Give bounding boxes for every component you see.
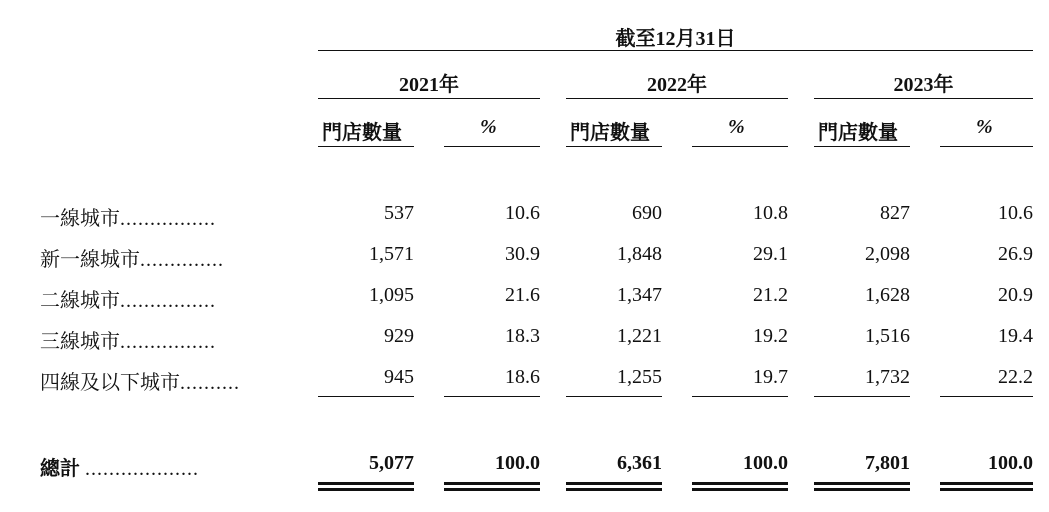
row-label	[40, 202, 216, 231]
col-rule-percent-2021	[444, 146, 540, 147]
row-value: 21.2	[753, 284, 788, 306]
row-label	[40, 284, 216, 313]
row-value: 18.6	[505, 366, 540, 388]
row-label-text: 一線城市	[40, 208, 120, 230]
row-value: 945	[384, 366, 414, 388]
row-value: 18.3	[505, 325, 540, 347]
row-value: 10.6	[998, 202, 1033, 224]
col-rule-percent-2023	[940, 146, 1033, 147]
row-label-text: 二線城市	[40, 290, 120, 312]
leader-dots: ................	[120, 208, 216, 230]
row-value: 2,098	[865, 243, 910, 265]
col-rule-store-2022	[566, 146, 662, 147]
total-value: 6,361	[617, 452, 662, 474]
year-rule-2023	[814, 98, 1033, 99]
row-value: 10.8	[753, 202, 788, 224]
row-value: 20.9	[998, 284, 1033, 306]
leader-dots: ................	[120, 290, 216, 312]
row-label-text: 三線城市	[40, 331, 120, 353]
row-value: 929	[384, 325, 414, 347]
col-rule-store-2023	[814, 146, 910, 147]
subtotal-rule	[444, 396, 540, 397]
row-value: 22.2	[998, 366, 1033, 388]
row-value: 26.9	[998, 243, 1033, 265]
total-double-rule	[444, 482, 540, 491]
row-value: 1,732	[865, 366, 910, 388]
row-label-text: 四線及以下城市	[40, 372, 180, 394]
total-value: 100.0	[495, 452, 540, 474]
total-row-label	[40, 452, 199, 481]
total-value: 100.0	[743, 452, 788, 474]
row-label-text: 新一線城市	[40, 249, 140, 271]
row-value: 827	[880, 202, 910, 224]
year-header-2021: 2021年	[399, 74, 459, 96]
year-rule-2021	[318, 98, 540, 99]
period-header: 截至12月31日	[615, 28, 736, 50]
col-percent-2023: %	[976, 116, 993, 138]
leader-dots: ...................	[85, 458, 199, 480]
row-value: 690	[632, 202, 662, 224]
col-percent-2022: %	[728, 116, 745, 138]
row-value: 1,255	[617, 366, 662, 388]
row-value: 1,095	[369, 284, 414, 306]
leader-dots: ..........	[180, 372, 240, 394]
total-double-rule	[940, 482, 1033, 491]
col-store-count-2023: 門店數量	[818, 122, 898, 144]
total-value: 100.0	[988, 452, 1033, 474]
row-value: 21.6	[505, 284, 540, 306]
col-rule-percent-2022	[692, 146, 788, 147]
col-percent-2021: %	[480, 116, 497, 138]
subtotal-rule	[692, 396, 788, 397]
year-header-2022: 2022年	[647, 74, 707, 96]
row-value: 30.9	[505, 243, 540, 265]
total-double-rule	[566, 482, 662, 491]
col-rule-store-2021	[318, 146, 414, 147]
subtotal-rule	[318, 396, 414, 397]
row-value: 19.2	[753, 325, 788, 347]
year-header-2023: 2023年	[893, 74, 954, 96]
leader-dots: ................	[120, 331, 216, 353]
total-double-rule	[318, 482, 414, 491]
row-value: 1,221	[617, 325, 662, 347]
period-header-rule	[318, 50, 1033, 51]
row-value: 1,571	[369, 243, 414, 265]
total-double-rule	[692, 482, 788, 491]
total-label-text: 總計	[40, 458, 80, 480]
row-value: 1,848	[617, 243, 662, 265]
total-double-rule	[814, 482, 910, 491]
row-value: 1,347	[617, 284, 662, 306]
row-value: 1,628	[865, 284, 910, 306]
row-label	[40, 243, 224, 272]
subtotal-rule	[940, 396, 1033, 397]
row-label	[40, 366, 240, 395]
col-store-count-2022: 門店數量	[570, 122, 650, 144]
row-value: 19.4	[998, 325, 1033, 347]
year-rule-2022	[566, 98, 788, 99]
col-store-count-2021: 門店數量	[322, 122, 402, 144]
row-value: 29.1	[753, 243, 788, 265]
row-value: 10.6	[505, 202, 540, 224]
total-value: 7,801	[865, 452, 910, 474]
row-value: 19.7	[753, 366, 788, 388]
subtotal-rule	[814, 396, 910, 397]
row-value: 537	[384, 202, 414, 224]
total-value: 5,077	[369, 452, 414, 474]
row-value: 1,516	[865, 325, 910, 347]
leader-dots: ..............	[140, 249, 224, 271]
row-label	[40, 325, 216, 354]
subtotal-rule	[566, 396, 662, 397]
